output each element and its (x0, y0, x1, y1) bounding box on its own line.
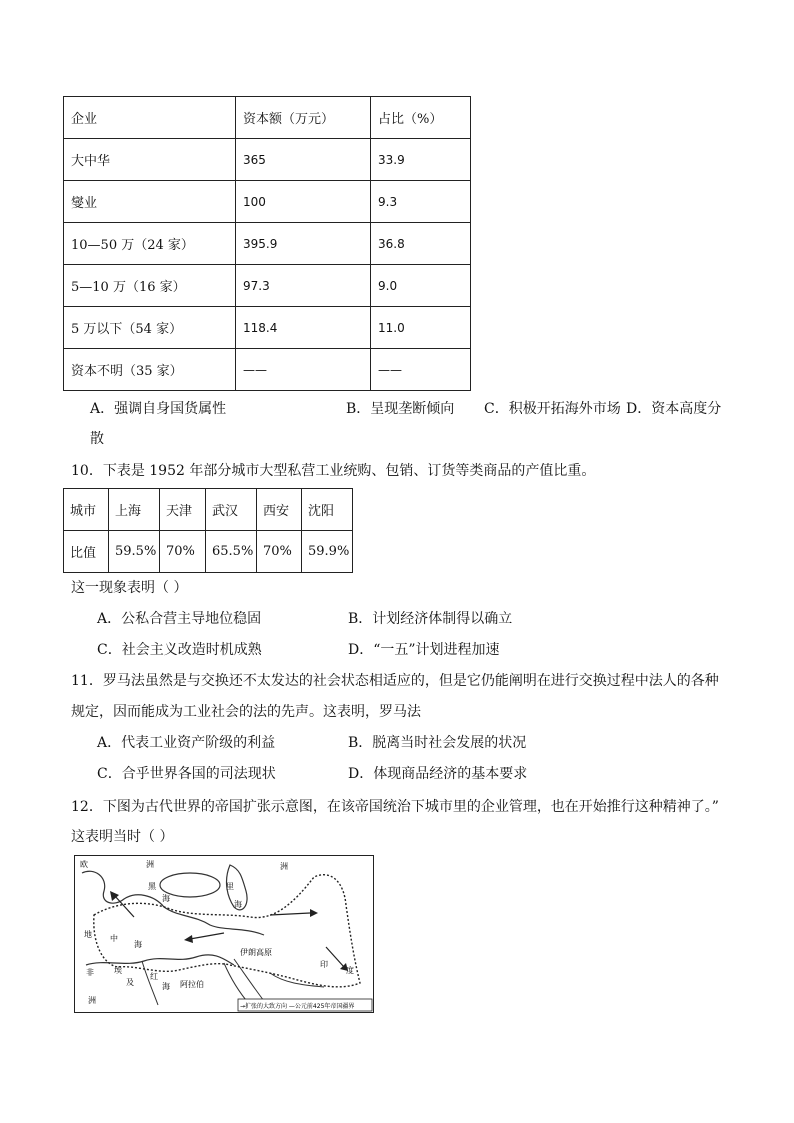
table-cell: 59.5% (109, 531, 160, 573)
table-cell: 10—50 万（24 家） (64, 223, 236, 265)
table-cell: 5 万以下（54 家） (64, 307, 236, 349)
table-cell: 65.5% (206, 531, 257, 573)
map-label-hei: 黑 (148, 882, 156, 891)
table-cell: 沈阳 (302, 489, 353, 531)
q9-option-d-continued: 散 (90, 431, 104, 447)
table-cell: 395.9 (236, 223, 371, 265)
q9-option-b[interactable]: B．呈现垄断倾向 (346, 401, 455, 417)
q10-option-b[interactable]: B．计划经济体制得以确立 (348, 611, 513, 627)
table-header-cell: 资本额（万元） (236, 97, 371, 139)
map-label-yin: 印 (320, 960, 328, 969)
table-cell: 59.9% (302, 531, 353, 573)
table-header-cell: 占比（%） (371, 97, 471, 139)
table-cell: 33.9 (371, 139, 471, 181)
table-header-row (64, 97, 471, 139)
table-cell: 5—10 万（16 家） (64, 265, 236, 307)
q10-stem: 10．下表是 1952 年部分城市大型私营工业统购、包销、订货等类商品的产值比重。 (71, 463, 596, 479)
q11-option-a[interactable]: A．代表工业资产阶级的利益 (97, 735, 276, 751)
table-cell: 比值 (64, 531, 109, 573)
table-cell: 武汉 (206, 489, 257, 531)
map-label-hai2: 海 (234, 900, 242, 909)
city-ratio-table (63, 488, 353, 573)
table-cell: 118.4 (236, 307, 371, 349)
table-cell: —— (236, 349, 371, 391)
table-header-cell: 企业 (64, 97, 236, 139)
map-label-alabo: 阿拉伯 (180, 980, 204, 989)
map-label-hai1: 海 (162, 894, 170, 903)
map-legend: →扩张的大致方向 —公元前425年帝国疆界 (240, 1003, 355, 1010)
map-label-europe1: 欧 (80, 860, 88, 869)
table-cell: 97.3 (236, 265, 371, 307)
map-label-fei: 非 (86, 968, 94, 977)
table-row (64, 139, 471, 181)
map-label-zhou-bottom: 洲 (88, 996, 96, 1005)
map-label-zhong: 中 (110, 934, 118, 943)
q9-option-d[interactable]: D．资本高度分 (626, 401, 722, 417)
map-label-ai: 埃 (114, 966, 122, 975)
table-cell: 燮业 (64, 181, 236, 223)
q10-lead: 这一现象表明（ ） (71, 580, 188, 596)
table-cell: 城市 (64, 489, 109, 531)
table-cell: 70% (160, 531, 206, 573)
q11-stem-line1: 11．罗马法虽然是与交换还不太发达的社会状态相适应的，但是它仍能阐明在进行交换过程中法人的各种 (71, 673, 719, 689)
map-label-di: 地 (84, 930, 92, 939)
table-cell: 36.8 (371, 223, 471, 265)
table-cell: 9.0 (371, 265, 471, 307)
table-cell: 上海 (109, 489, 160, 531)
map-label-hai3: 海 (134, 940, 142, 949)
map-label-hai4: 海 (162, 982, 170, 991)
map-label-asia: 洲 (280, 862, 288, 871)
table-row (64, 307, 471, 349)
q10-option-a[interactable]: A．公私合营主导地位稳固 (97, 611, 262, 627)
q12-stem-line2: 这表明当时（ ） (71, 829, 174, 845)
table-row (64, 265, 471, 307)
map-label-europe2: 洲 (146, 860, 154, 869)
table-cell: 天津 (160, 489, 206, 531)
q9-option-a[interactable]: A．强调自身国货属性 (90, 401, 227, 417)
map-label-yilang: 伊朗高原 (240, 948, 272, 957)
q11-option-b[interactable]: B．脱离当时社会发展的状况 (348, 735, 527, 751)
capital-table (63, 96, 471, 391)
table-cell: 资本不明（35 家） (64, 349, 236, 391)
q10-option-c[interactable]: C．社会主义改造时机成熟 (97, 642, 262, 658)
table-cell: 365 (236, 139, 371, 181)
table-cell: 西安 (257, 489, 302, 531)
q11-option-d[interactable]: D．体现商品经济的基本要求 (348, 766, 528, 782)
map-label-ji: 及 (126, 978, 134, 987)
table-cell: 大中华 (64, 139, 236, 181)
q11-option-c[interactable]: C．合乎世界各国的司法现状 (97, 766, 276, 782)
table-cell: 100 (236, 181, 371, 223)
table-row (64, 181, 471, 223)
q11-stem-line2: 规定，因而能成为工业社会的法的先声。这表明，罗马法 (71, 704, 421, 720)
map-label-hong: 红 (150, 972, 158, 981)
map-label-du: 度 (346, 966, 354, 975)
q12-stem-line1: 12．下图为古代世界的帝国扩张示意图，在该帝国统治下城市里的企业管理，也在开始推行这种精神了。” (71, 799, 719, 815)
table-cell: 11.0 (371, 307, 471, 349)
empire-expansion-map (74, 855, 374, 1013)
table-row (64, 489, 353, 531)
map-frame (75, 856, 374, 1013)
table-row (64, 531, 353, 573)
map-label-li: 里 (226, 882, 234, 891)
table-row (64, 223, 471, 265)
table-row (64, 349, 471, 391)
table-cell: 70% (257, 531, 302, 573)
q9-option-c[interactable]: C．积极开拓海外市场 (484, 401, 621, 417)
q10-option-d[interactable]: D．“一五”计划进程加速 (348, 642, 500, 658)
table-cell: —— (371, 349, 471, 391)
table-cell: 9.3 (371, 181, 471, 223)
